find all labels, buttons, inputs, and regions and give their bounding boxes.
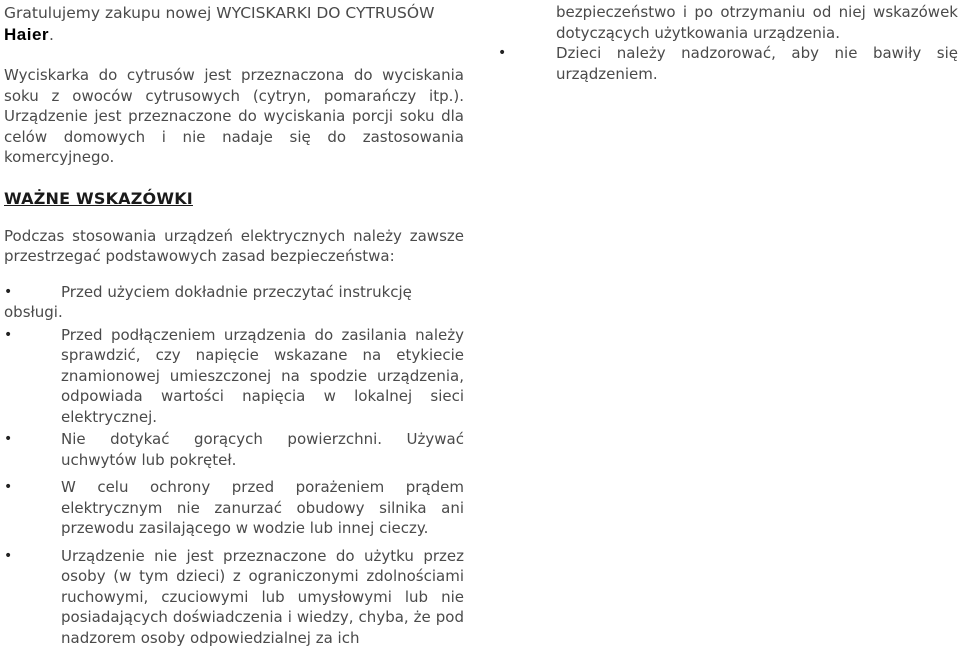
left-column (4, 0, 464, 648)
list-item (498, 43, 958, 84)
list-item-text: Dzieci należy nadzorować, aby nie bawiły się urządzeniem. (556, 44, 958, 83)
section-heading: WAŻNE WSKAZÓWKI (4, 188, 193, 208)
list-item (4, 429, 464, 470)
title-text: Gratulujemy zakupu nowej WYCISKARKI DO CYTRUSÓW (4, 4, 435, 22)
brand-logo: Haier (4, 25, 50, 44)
bullet-icon: • (4, 479, 13, 495)
safety-list (4, 282, 464, 649)
bullet-icon: • (4, 547, 13, 564)
list-item (4, 325, 464, 428)
bullet-icon: • (498, 45, 507, 61)
list-item (4, 282, 464, 323)
document-title (4, 3, 464, 46)
bullet-icon: • (4, 431, 13, 447)
list-item (4, 477, 464, 539)
bullet-icon: • (4, 326, 13, 343)
list-item-text: Przed podłączeniem urządzenia do zasilania należy sprawdzić, czy napięcie wskazane na etykiecie znamionowej umieszczonej na spodzie urządzenia, odpowiada wartości napięcia w lokalnej sieci elektrycznej. (61, 325, 464, 426)
safety-paragraph: Podczas stosowania urządzeń elektrycznych należy zawsze przestrzegać podstawowych zasad bezpieczeństwa: (4, 226, 464, 265)
list-item-continuation: obsługi. (4, 303, 63, 321)
list-item (4, 546, 464, 649)
bullet-icon: • (4, 283, 13, 300)
list-item-text: Przed użyciem dokładnie przeczytać instrukcję (61, 282, 412, 301)
intro-paragraph: Wyciskarka do cytrusów jest przeznaczona do wyciskania soku z owoców cytrusowych (cytryn, pomarańczy itp.). Urządzenie jest przeznaczone do wyciskania porcji soku dla celów domowych i nie nadaje się do zastosowania komercyjnego. (4, 66, 464, 166)
continued-paragraph: bezpieczeństwo i po otrzymaniu od niej wskazówek dotyczących użytkowania urządzenia. (556, 3, 958, 42)
right-column (498, 0, 958, 84)
list-item-text: Urządzenie nie jest przeznaczone do użytku przez osoby (w tym dzieci) z ograniczonymi zdolnościami ruchowymi, czuciowymi lub umysłowymi lub nie posiadających doświadczenia i wiedzy, chyba, że pod nadzorem osoby odpowiedzialnej za ich (61, 546, 464, 647)
title-suffix: . (49, 26, 54, 44)
list-item-text: Nie dotykać gorących powierzchni. Używać uchwytów lub pokręteł. (61, 430, 464, 469)
list-item-text: W celu ochrony przed porażeniem prądem elektrycznym nie zanurzać obudowy silnika ani przewodu zasilającego w wodzie lub innej cieczy. (61, 478, 464, 537)
safety-list-continued (498, 43, 958, 84)
